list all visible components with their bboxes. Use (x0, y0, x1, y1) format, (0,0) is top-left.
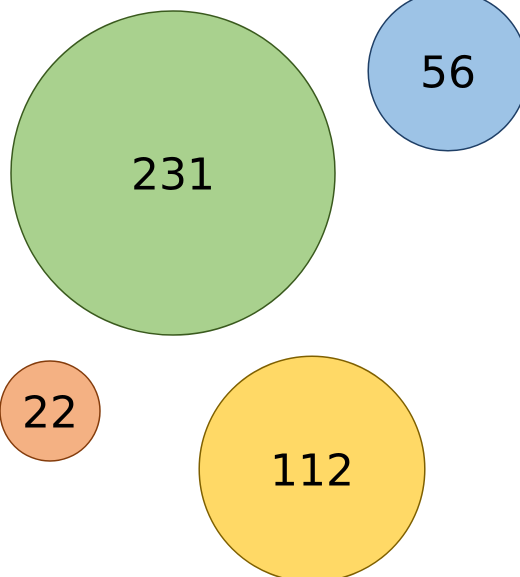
bubble-22-label: 22 (22, 387, 78, 439)
bubble-112-label: 112 (270, 445, 354, 497)
bubble-231-label: 231 (131, 149, 215, 201)
bubble-22 (0, 361, 100, 461)
bubble-231 (11, 11, 335, 335)
bubble-56 (368, 0, 520, 151)
bubble-112 (199, 356, 425, 577)
bubble-56-label: 56 (420, 47, 476, 99)
